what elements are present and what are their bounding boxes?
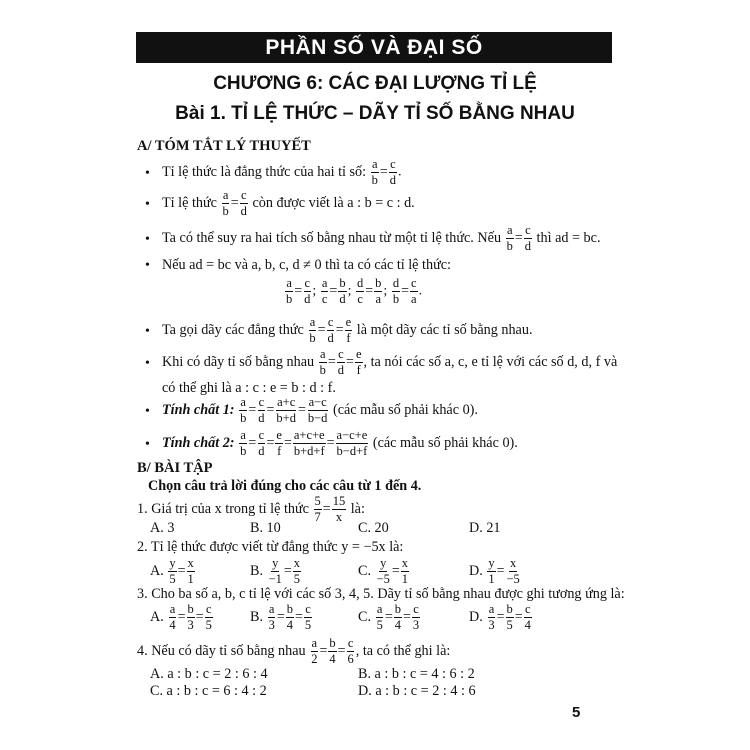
property-label: Tính chất 2: — [162, 434, 235, 451]
fraction: $\frac{c}{d}$ — [258, 395, 265, 425]
fraction: $\frac{a+c+e}{b+d+f}$ — [293, 428, 325, 458]
fraction: $\frac{a}{b}$ — [286, 276, 293, 306]
fraction: $\frac{c}{4}$ — [524, 602, 531, 632]
fraction: $\frac{a}{b}$ — [240, 428, 247, 458]
theory-item-6-line2: có thể ghi là a : c : e = b : d : f. — [162, 380, 336, 396]
fraction: $\frac{c}{d}$ — [389, 157, 397, 187]
fraction: $\frac{a}{b}$ — [222, 188, 229, 218]
theory-item-6: Khi có dãy tỉ số bằng nhau $\frac{a}{b}$ = $\frac{c}{d}$ = $\frac{e}{f}$ , ta nói các số a, c, e tỉ lệ với các số d, d, f và — [162, 347, 618, 377]
property-label: Tính chất 1: — [162, 401, 235, 418]
section-header-bar: PHẦN SỐ VÀ ĐẠI SỐ — [136, 32, 612, 63]
q3-option-d[interactable]: D. $\frac{a}{3}$ = $\frac{b}{5}$ = $\frac{c}{4}$ — [469, 602, 531, 632]
fraction: $\frac{a}{b}$ — [319, 347, 326, 377]
fraction: $\frac{a}{b}$ — [309, 315, 316, 345]
fraction: $\frac{b}{a}$ — [375, 276, 382, 306]
fraction: $\frac{d}{c}$ — [357, 276, 364, 306]
fraction: $\frac{b}{3}$ — [187, 602, 194, 632]
fraction: $\frac{c}{5}$ — [304, 602, 312, 632]
fraction: $\frac{y}{1}$ — [488, 556, 495, 586]
bullet-icon: • — [145, 258, 150, 273]
bullet-icon: • — [145, 197, 150, 212]
fraction: $\frac{c}{d}$ — [327, 315, 334, 345]
q1-option-b[interactable]: B. 10 — [250, 520, 281, 536]
q2-option-c[interactable]: C. $\frac{y}{-5}$ = $\frac{x}{1}$ — [358, 556, 409, 586]
lesson-title: Bài 1. TỈ LỆ THỨC – DÃY TỈ SỐ BẰNG NHAU — [175, 103, 575, 124]
fraction: $\frac{e}{f}$ — [345, 315, 352, 345]
fraction: $\frac{y}{5}$ — [169, 556, 176, 586]
fraction: $\frac{b}{4}$ — [286, 602, 293, 632]
fraction: $\frac{a}{5}$ — [376, 602, 383, 632]
q4-option-a[interactable]: A. a : b : c = 2 : 6 : 4 — [150, 666, 268, 682]
fraction: $\frac{c}{d}$ — [337, 347, 345, 377]
bullet-icon: • — [145, 437, 150, 452]
fraction: $\frac{a}{b}$ — [240, 395, 247, 425]
fraction: $\frac{x}{5}$ — [293, 556, 301, 586]
fraction: $\frac{c}{3}$ — [412, 602, 420, 632]
q4-option-d[interactable]: D. a : b : c = 2 : 4 : 6 — [358, 683, 476, 699]
fraction: $\frac{c}{d}$ — [258, 428, 265, 458]
fraction: $\frac{e}{f}$ — [276, 428, 282, 458]
fraction: $\frac{c}{6}$ — [347, 636, 354, 666]
q2-option-a[interactable]: A. $\frac{y}{5}$ = $\frac{x}{1}$ — [150, 556, 194, 586]
bullet-icon: • — [145, 232, 150, 247]
property-1: Tính chất 1: $\frac{a}{b}$ = $\frac{c}{d}$ = $\frac{a+c}{b+d}$ = $\frac{a-c}{b-d}$ (các mẫu số phải khác 0). — [162, 395, 478, 425]
theory-item-1: Tỉ lệ thức là đẳng thức của hai tỉ số: $\frac{a}{b}$ = $\frac{c}{d}$ . — [162, 157, 402, 187]
fraction: $\frac{b}{5}$ — [506, 602, 513, 632]
bullet-icon: • — [145, 166, 150, 181]
fraction: $\frac{c}{d}$ — [304, 276, 311, 306]
question-4: 4. Nếu có dãy tỉ số bằng nhau $\frac{a}{2}$ = $\frac{b}{4}$ = $\frac{c}{6}$ , ta có thể ghi là: — [137, 636, 451, 666]
question-3: 3. Cho ba số a, b, c tỉ lệ với các số 3, 4, 5. Dãy tỉ số bằng nhau được ghi tương ứng là: — [137, 586, 625, 602]
theory-item-2: Tỉ lệ thức $\frac{a}{b}$ = $\frac{c}{d}$ còn được viết là a : b = c : d. — [162, 188, 415, 218]
proportion-list: $\frac{a}{b}$ = $\frac{c}{d}$ ; $\frac{a}{c}$ = $\frac{b}{d}$ ; $\frac{d}{c}$ = $\frac{b}{a}$ ; $\frac{d}{b}$ = $\frac{c}{a}$ . — [286, 276, 423, 306]
fraction: $\frac{c}{d}$ — [240, 188, 247, 218]
fraction: $\frac{c}{d}$ — [524, 223, 531, 253]
fraction: $\frac{5}{7}$ — [314, 494, 321, 524]
question-2: 2. Tỉ lệ thức được viết từ đẳng thức y = −5x là: — [137, 539, 404, 555]
q4-option-b[interactable]: B. a : b : c = 4 : 6 : 2 — [358, 666, 475, 682]
fraction: $\frac{y}{-1}$ — [268, 556, 282, 586]
fraction: $\frac{a-c}{b-d}$ — [307, 395, 328, 425]
fraction: $\frac{b}{4}$ — [394, 602, 401, 632]
fraction: $\frac{d}{b}$ — [392, 276, 400, 306]
q2-option-b[interactable]: B. $\frac{y}{-1}$ = $\frac{x}{5}$ — [250, 556, 301, 586]
q4-option-c[interactable]: C. a : b : c = 6 : 4 : 2 — [150, 683, 267, 699]
theory-item-4: Nếu ad = bc và a, b, c, d ≠ 0 thì ta có các tỉ lệ thức: — [162, 257, 451, 273]
q3-option-c[interactable]: C. $\frac{a}{5}$ = $\frac{b}{4}$ = $\frac{c}{3}$ — [358, 602, 420, 632]
fraction: $\frac{a}{3}$ — [488, 602, 495, 632]
fraction: $\frac{a}{b}$ — [506, 223, 513, 253]
property-2: Tính chất 2: $\frac{a}{b}$ = $\frac{c}{d}$ = $\frac{e}{f}$ = $\frac{a+c+e}{b+d+f}$ = $\frac{a-c+e}{b-d+f}$ (các mẫu số phải khác 0). — [162, 428, 518, 458]
fraction: $\frac{y}{-5}$ — [376, 556, 390, 586]
fraction: $\frac{a-c+e}{b-d+f}$ — [336, 428, 368, 458]
section-a-heading: A/ TÓM TẮT LÝ THUYẾT — [137, 138, 311, 154]
q3-option-b[interactable]: B. $\frac{a}{3}$ = $\frac{b}{4}$ = $\frac{c}{5}$ — [250, 602, 312, 632]
question-1: 1. Giá trị của x trong tỉ lệ thức $\frac{5}{7}$ = $\frac{15}{x}$ là: — [137, 494, 365, 524]
fraction: $\frac{x}{1}$ — [187, 556, 194, 586]
theory-item-5: Ta gọi dãy các đẳng thức $\frac{a}{b}$ = $\frac{c}{d}$ = $\frac{e}{f}$ là một dãy các tỉ số bằng nhau. — [162, 315, 533, 345]
theory-text: Tỉ lệ thức là đẳng thức của hai tỉ số: — [162, 163, 367, 180]
fraction: $\frac{a}{3}$ — [268, 602, 275, 632]
fraction: $\frac{15}{x}$ — [332, 494, 346, 524]
bullet-icon: • — [145, 356, 150, 371]
q1-option-c[interactable]: C. 20 — [358, 520, 389, 536]
theory-item-3: Ta có thể suy ra hai tích số bằng nhau từ một tỉ lệ thức. Nếu $\frac{a}{b}$ = $\frac{c}{d}$ thì ad = bc. — [162, 223, 601, 253]
fraction: $\frac{a}{2}$ — [311, 636, 318, 666]
fraction: $\frac{a+c}{b+d}$ — [276, 395, 296, 425]
fraction: $\frac{a}{b}$ — [371, 157, 378, 187]
fraction: $\frac{e}{f}$ — [355, 347, 362, 377]
section-b-heading: B/ BÀI TẬP — [137, 460, 213, 476]
fraction: $\frac{a}{4}$ — [169, 602, 176, 632]
fraction: $\frac{b}{4}$ — [329, 636, 336, 666]
q2-option-d[interactable]: D. $\frac{y}{1}$ = $\frac{x}{-5}$ — [469, 556, 520, 586]
fraction: $\frac{c}{5}$ — [205, 602, 212, 632]
fraction: $\frac{x}{1}$ — [401, 556, 409, 586]
q1-option-d[interactable]: D. 21 — [469, 520, 501, 536]
chapter-title: CHƯƠNG 6: CÁC ĐẠI LƯỢNG TỈ LỆ — [213, 73, 537, 94]
bullet-icon: • — [145, 324, 150, 339]
instruction-text: Chọn câu trả lời đúng cho các câu từ 1 đến 4. — [148, 478, 422, 494]
fraction: $\frac{x}{-5}$ — [506, 556, 520, 586]
fraction: $\frac{a}{c}$ — [321, 276, 328, 306]
q3-option-a[interactable]: A. $\frac{a}{4}$ = $\frac{b}{3}$ = $\frac{c}{5}$ — [150, 602, 212, 632]
fraction: $\frac{c}{a}$ — [411, 276, 417, 306]
page-number: 5 — [572, 704, 581, 721]
bullet-icon: • — [145, 404, 150, 419]
q1-option-a[interactable]: A. 3 — [150, 520, 175, 536]
fraction: $\frac{b}{d}$ — [339, 276, 346, 306]
